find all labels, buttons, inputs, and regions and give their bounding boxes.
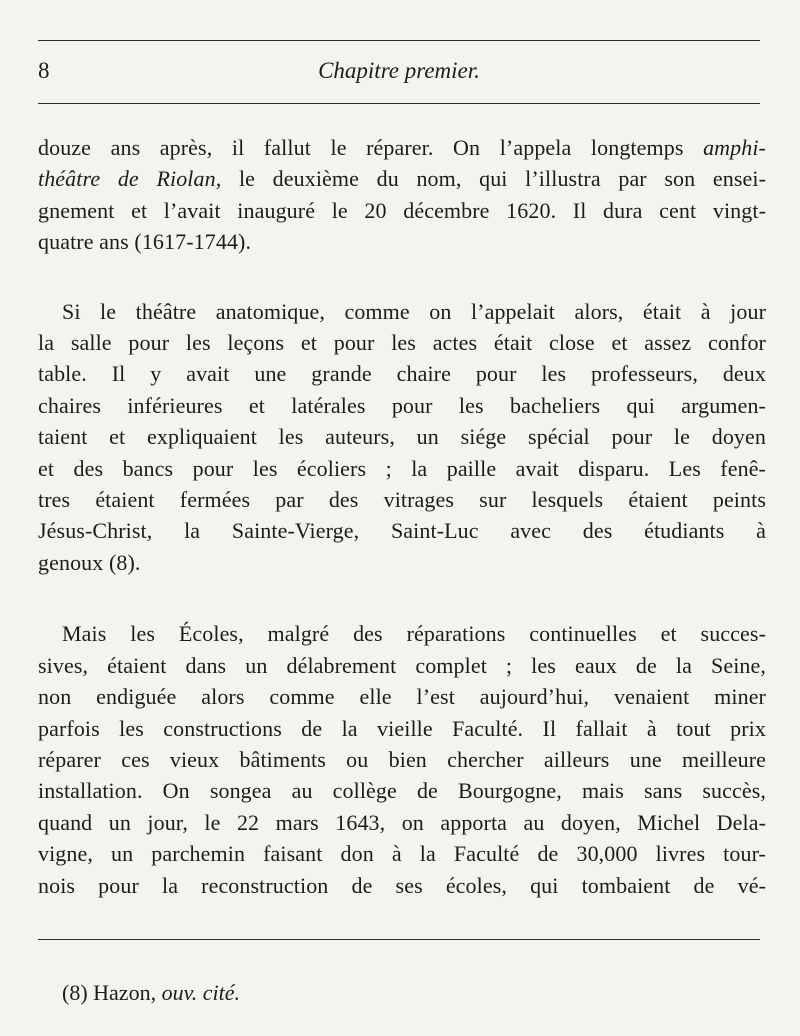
page-header <box>38 58 760 88</box>
text-line: taient et expliquaient les auteurs, un siége spécial pour le doyen <box>38 424 766 450</box>
text-line: non endiguée alors comme elle l’est aujourd’hui, venaient miner <box>38 684 766 710</box>
page-number: 8 <box>38 58 50 83</box>
emphasis: amphi- <box>703 135 766 160</box>
text-line: genoux (8). <box>38 549 141 575</box>
text-line: Jésus-Christ, la Sainte-Vierge, Saint-Luc avec des étudiants à <box>38 518 766 544</box>
body-text <box>38 132 766 901</box>
header-bottom-rule <box>38 103 760 104</box>
text-line: table. Il y avait une grande chaire pour les professeurs, deux <box>38 361 766 387</box>
running-title: Chapitre premier. <box>318 58 480 83</box>
footnote <box>62 980 240 1006</box>
text-line: et des bancs pour les écoliers ; la paille avait disparu. Les fenê- <box>38 455 766 481</box>
text-line: quand un jour, le 22 mars 1643, on apporta au doyen, Michel Dela- <box>38 809 766 835</box>
text-line: chaires inférieures et latérales pour les bacheliers qui argumen- <box>38 392 766 418</box>
paragraph-3 <box>38 618 766 901</box>
text-line: installation. On songea au collège de Bourgogne, mais sans succès, <box>38 778 766 804</box>
text-line: quatre ans (1617-1744). <box>38 229 252 255</box>
text-line: Mais les Écoles, malgré des réparations continuelles et succes- <box>62 621 766 647</box>
emphasis: théâtre de Riolan, <box>38 166 222 192</box>
paragraph-1 <box>38 132 766 258</box>
text-line: vigne, un parchemin faisant don à la Faculté de 30,000 livres tour- <box>38 841 766 867</box>
text-line: réparer ces vieux bâtiments ou bien chercher ailleurs une meilleure <box>38 746 766 772</box>
paragraph-2 <box>38 296 766 579</box>
text-line: tres étaient fermées par des vitrages sur lesquels étaient peints <box>38 487 766 513</box>
text-line: gnement et l’avait inauguré le 20 décembre 1620. Il dura cent vingt- <box>38 197 766 223</box>
footnote-marker: (8) Hazon, <box>62 980 162 1005</box>
footnote-rule <box>38 939 760 940</box>
text-line: sives, étaient dans un délabrement complet ; les eaux de la Seine, <box>38 652 766 678</box>
text-line: douze ans après, il fallut le réparer. On l’appela longtemps amphi- <box>38 135 766 160</box>
text-line: la salle pour les leçons et pour les actes était close et assez confor <box>38 330 766 356</box>
footnote-work: ouv. cité. <box>161 980 240 1005</box>
text-line: parfois les constructions de la vieille Faculté. Il fallait à tout prix <box>38 715 766 741</box>
text-line: nois pour la reconstruction de ses écoles, qui tombaient de vé- <box>38 872 766 898</box>
text-line: théâtre de Riolan, le deuxième du nom, qui l’illustra par son ensei- <box>38 166 766 192</box>
header-top-rule <box>38 40 760 41</box>
text-line: Si le théâtre anatomique, comme on l’appelait alors, était à jour <box>62 298 766 324</box>
